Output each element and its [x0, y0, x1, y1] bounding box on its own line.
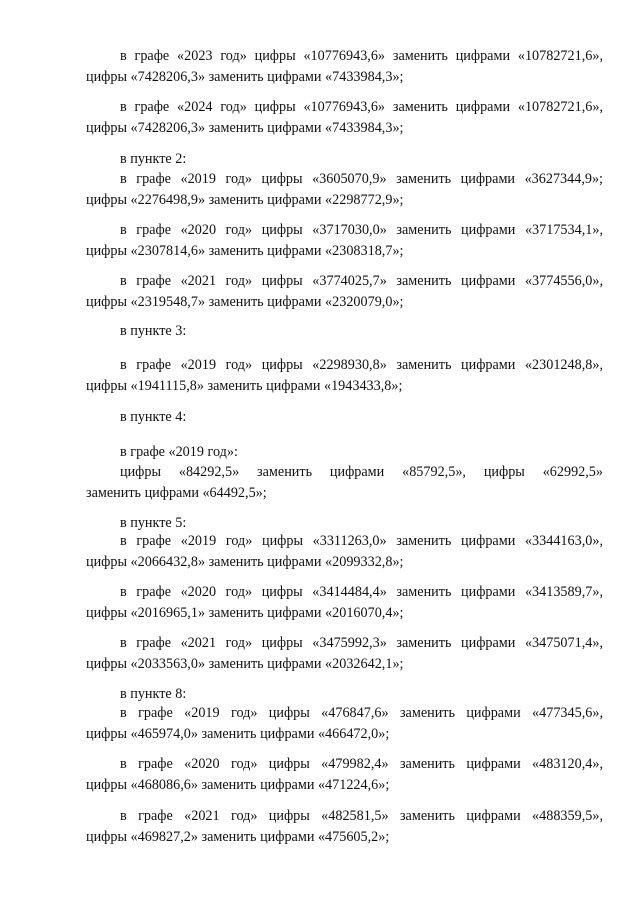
paragraph — [86, 633, 603, 675]
paragraph — [86, 462, 603, 504]
paragraph-line: цифры «2276498,9» заменить цифрами «2298772,9»; — [86, 192, 404, 208]
paragraph-line: цифры «2319548,7» заменить цифрами «2320079,0»; — [86, 294, 404, 310]
paragraph — [86, 703, 603, 745]
paragraph-line: цифры «7428206,3» заменить цифрами «7433984,3»; — [86, 120, 404, 136]
paragraph — [86, 46, 603, 88]
paragraph — [86, 754, 603, 796]
paragraph-line: в графе «2019 год» цифры «3311263,0» заменить цифрами «3344163,0», — [120, 533, 603, 549]
paragraph-line: цифры «1941115,8» заменить цифрами «1943433,8»; — [86, 378, 403, 394]
paragraph-line: цифры «468086,6» заменить цифрами «471224,6»; — [86, 777, 390, 793]
paragraph-line: заменить цифрами «64492,5»; — [86, 485, 267, 501]
heading-text: в пункте 3: — [120, 323, 187, 339]
section-heading — [86, 149, 603, 170]
paragraph — [86, 582, 603, 624]
paragraph-line: в графе «2021 год» цифры «3774025,7» заменить цифрами «3774556,0», — [120, 273, 603, 289]
heading-text: в пункте 5: — [120, 515, 187, 531]
paragraph-line: в графе «2020 год» цифры «3717030,0» заменить цифрами «3717534,1», — [120, 222, 603, 238]
paragraph — [86, 220, 603, 262]
section-heading — [86, 684, 603, 705]
paragraph — [86, 806, 603, 848]
paragraph — [86, 531, 603, 573]
heading-text: в пункте 4: — [120, 409, 187, 425]
paragraph-line: в графе «2023 год» цифры «10776943,6» заменить цифрами «10782721,6», — [120, 48, 603, 64]
heading-text: в пункте 2: — [120, 151, 187, 167]
paragraph-line: цифры «465974,0» заменить цифрами «466472,0»; — [86, 726, 390, 742]
paragraph — [86, 169, 603, 211]
subsection-heading — [86, 442, 603, 463]
paragraph-line: цифры «2033563,0» заменить цифрами «2032642,1»; — [86, 656, 404, 672]
paragraph-line: в графе «2019 год» цифры «476847,6» заменить цифрами «477345,6», — [120, 705, 603, 721]
section-heading — [86, 407, 603, 428]
paragraph — [86, 355, 603, 397]
paragraph-line: цифры «84292,5» заменить цифрами «85792,5», цифры «62992,5» — [120, 464, 603, 480]
heading-text: в пункте 8: — [120, 686, 187, 702]
paragraph-line: цифры «2016965,1» заменить цифрами «2016070,4»; — [86, 605, 404, 621]
paragraph-line: цифры «7428206,3» заменить цифрами «7433984,3»; — [86, 69, 404, 85]
paragraph-line: в графе «2020 год» цифры «479982,4» заменить цифрами «483120,4», — [120, 756, 603, 772]
paragraph-line: в графе «2021 год» цифры «3475992,3» заменить цифрами «3475071,4», — [120, 635, 603, 651]
paragraph-line: в графе «2024 год» цифры «10776943,6» заменить цифрами «10782721,6», — [120, 99, 603, 115]
paragraph-line: в графе «2020 год» цифры «3414484,4» заменить цифрами «3413589,7», — [120, 584, 603, 600]
paragraph-line: в графе «2019 год» цифры «3605070,9» заменить цифрами «3627344,9»; — [120, 171, 603, 187]
paragraph-line: в графе «2021 год» цифры «482581,5» заменить цифрами «488359,5», — [120, 808, 603, 824]
heading-text: в графе «2019 год»: — [120, 444, 238, 460]
paragraph-line: цифры «2307814,6» заменить цифрами «2308318,7»; — [86, 243, 404, 259]
paragraph — [86, 97, 603, 139]
paragraph — [86, 271, 603, 313]
paragraph-line: в графе «2019 год» цифры «2298930,8» заменить цифрами «2301248,8», — [120, 357, 603, 373]
paragraph-line: цифры «469827,2» заменить цифрами «475605,2»; — [86, 829, 390, 845]
paragraph-line: цифры «2066432,8» заменить цифрами «2099332,8»; — [86, 554, 404, 570]
section-heading — [86, 321, 603, 342]
